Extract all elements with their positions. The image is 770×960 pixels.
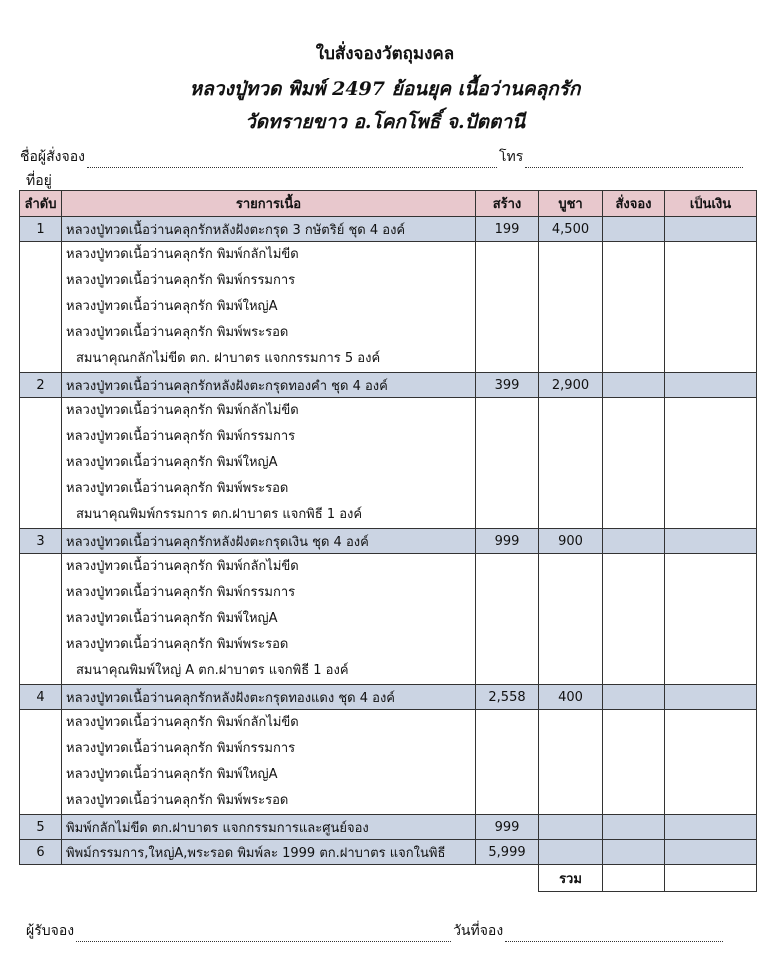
- table-row: [20, 840, 757, 865]
- row-no: 2: [20, 373, 62, 398]
- row-item: พิพม์กรรมการ,ใหญ่A,พระรอด พิมพ์ละ 1999 ตก.ฝาบาตร แจกในพิธี: [62, 840, 476, 865]
- row-made: 199: [476, 217, 539, 242]
- row-amount-cell[interactable]: [665, 840, 757, 865]
- detail-item: หลวงปู่ทวดเนื้อว่านคลุกรัก พิมพ์กลักไม่ขีด: [66, 247, 299, 262]
- row-no: 6: [20, 840, 62, 865]
- detail-item: หลวงปู่ทวดเนื้อว่านคลุกรัก พิมพ์กรรมการ: [66, 741, 296, 756]
- detail-empty-cell: [476, 398, 539, 529]
- detail-no-cell: [20, 242, 62, 373]
- detail-empty-cell: [476, 242, 539, 373]
- detail-list: [62, 710, 476, 815]
- detail-item: หลวงปู่ทวดเนื้อว่านคลุกรัก พิมพ์ใหญ่A: [66, 455, 278, 470]
- order-table: [19, 190, 757, 892]
- address-label: ที่อยู่: [26, 173, 52, 189]
- detail-empty-cell[interactable]: [665, 242, 757, 373]
- table-row: [20, 685, 757, 710]
- detail-item: หลวงปู่ทวดเนื้อว่านคลุกรัก พิมพ์กรรมการ: [66, 429, 296, 444]
- row-made: 5,999: [476, 840, 539, 865]
- total-label: รวม: [539, 865, 603, 892]
- row-amount-cell[interactable]: [665, 529, 757, 554]
- row-item: หลวงปู่ทวดเนื้อว่านคลุกรักหลังฝังตะกรุดเงิน ชุด 4 องค์: [62, 529, 476, 554]
- row-made: 999: [476, 529, 539, 554]
- detail-empty-cell[interactable]: [665, 710, 757, 815]
- row-price: 900: [539, 529, 603, 554]
- name-phone-line: [20, 146, 745, 168]
- detail-empty-cell: [539, 554, 603, 685]
- detail-note: สมนาคุณพิมพ์ใหญ่ A ตก.ฝาบาตร แจกพิธี 1 องค์: [76, 663, 349, 678]
- name-field[interactable]: [87, 155, 497, 168]
- row-item: หลวงปู่ทวดเนื้อว่านคลุกรักหลังฝังตะกรุดทองแดง ชุด 4 องค์: [62, 685, 476, 710]
- col-header-made: สร้าง: [476, 191, 539, 217]
- detail-no-cell: [20, 710, 62, 815]
- detail-item: หลวงปู่ทวดเนื้อว่านคลุกรัก พิมพ์พระรอด: [66, 325, 289, 340]
- row-price: 2,900: [539, 373, 603, 398]
- detail-item: หลวงปู่ทวดเนื้อว่านคลุกรัก พิมพ์ใหญ่A: [66, 611, 278, 626]
- row-order-cell[interactable]: [603, 685, 665, 710]
- detail-note: สมนาคุณกลักไม่ขีด ตก. ฝาบาตร แจกกรรมการ 5 องค์: [76, 351, 381, 366]
- col-header-amount: เป็นเงิน: [665, 191, 757, 217]
- date-label: วันที่จอง: [453, 923, 504, 939]
- row-item: หลวงปู่ทวดเนื้อว่านคลุกรักหลังฝังตะกรุดทองคำ ชุด 4 องค์: [62, 373, 476, 398]
- row-made: 399: [476, 373, 539, 398]
- phone-label: โทร: [498, 149, 524, 165]
- detail-empty-cell: [476, 710, 539, 815]
- detail-empty-cell: [539, 398, 603, 529]
- row-made: 999: [476, 815, 539, 840]
- detail-no-cell: [20, 554, 62, 685]
- phone-field[interactable]: [525, 155, 743, 168]
- row-order-cell[interactable]: [603, 815, 665, 840]
- row-amount-cell[interactable]: [665, 217, 757, 242]
- row-amount-cell[interactable]: [665, 815, 757, 840]
- detail-empty-cell: [539, 710, 603, 815]
- detail-list: [62, 398, 476, 529]
- detail-row: [20, 710, 757, 815]
- table-row: [20, 529, 757, 554]
- total-blank: [20, 865, 539, 892]
- detail-empty-cell[interactable]: [603, 554, 665, 685]
- detail-item: หลวงปู่ทวดเนื้อว่านคลุกรัก พิมพ์กลักไม่ขีด: [66, 715, 299, 730]
- detail-empty-cell[interactable]: [603, 710, 665, 815]
- detail-item: หลวงปู่ทวดเนื้อว่านคลุกรัก พิมพ์กรรมการ: [66, 585, 296, 600]
- total-order-cell[interactable]: [603, 865, 665, 892]
- detail-empty-cell[interactable]: [665, 554, 757, 685]
- row-made: 2,558: [476, 685, 539, 710]
- col-header-price: บูชา: [539, 191, 603, 217]
- detail-row: [20, 554, 757, 685]
- detail-empty-cell: [539, 242, 603, 373]
- row-order-cell[interactable]: [603, 217, 665, 242]
- row-amount-cell[interactable]: [665, 685, 757, 710]
- table-row: [20, 815, 757, 840]
- receiver-label: ผู้รับจอง: [26, 923, 75, 939]
- detail-item: หลวงปู่ทวดเนื้อว่านคลุกรัก พิมพ์ใหญ่A: [66, 767, 278, 782]
- detail-item: หลวงปู่ทวดเนื้อว่านคลุกรัก พิมพ์กรรมการ: [66, 273, 296, 288]
- detail-item: หลวงปู่ทวดเนื้อว่านคลุกรัก พิมพ์กลักไม่ขีด: [66, 403, 299, 418]
- row-price: 4,500: [539, 217, 603, 242]
- row-price: 400: [539, 685, 603, 710]
- address-line: [26, 170, 736, 192]
- col-header-order: สั่งจอง: [603, 191, 665, 217]
- date-field[interactable]: [505, 929, 723, 942]
- row-no: 3: [20, 529, 62, 554]
- row-no: 5: [20, 815, 62, 840]
- detail-item: หลวงปู่ทวดเนื้อว่านคลุกรัก พิมพ์พระรอด: [66, 637, 289, 652]
- row-item: พิมพ์กลักไม่ขีด ตก.ฝาบาตร แจกกรรมการและศูนย์จอง: [62, 815, 476, 840]
- detail-row: [20, 398, 757, 529]
- detail-empty-cell[interactable]: [603, 398, 665, 529]
- row-amount-cell[interactable]: [665, 373, 757, 398]
- detail-empty-cell[interactable]: [665, 398, 757, 529]
- name-label: ชื่อผู้สั่งจอง: [20, 149, 85, 165]
- row-no: 1: [20, 217, 62, 242]
- detail-note: สมนาคุณพิมพ์กรรมการ ตก.ฝาบาตร แจกพิธี 1 องค์: [76, 507, 363, 522]
- col-header-no: ลำดับ: [20, 191, 62, 217]
- col-header-item: รายการเนื้อ: [62, 191, 476, 217]
- table-row: [20, 373, 757, 398]
- detail-item: หลวงปู่ทวดเนื้อว่านคลุกรัก พิมพ์พระรอด: [66, 793, 289, 808]
- detail-empty-cell[interactable]: [603, 242, 665, 373]
- table-row: [20, 217, 757, 242]
- detail-empty-cell: [476, 554, 539, 685]
- total-amount-cell[interactable]: [665, 865, 757, 892]
- total-row: [20, 865, 757, 892]
- form-title: ใบสั่งจองวัตถุมงคล: [315, 44, 455, 64]
- form-subtitle-amulet: หลวงปู่ทวด พิมพ์ 2497 ย้อนยุค เนื้อว่านคลุกรัก: [189, 78, 581, 100]
- form-subtitle-temple: วัดทรายขาว อ.โคกโพธิ์ จ.ปัตตานี: [244, 111, 525, 133]
- detail-list: [62, 242, 476, 373]
- row-order-cell[interactable]: [603, 529, 665, 554]
- row-price: [539, 815, 603, 840]
- row-no: 4: [20, 685, 62, 710]
- receiver-field[interactable]: [76, 929, 451, 942]
- detail-row: [20, 242, 757, 373]
- detail-item: หลวงปู่ทวดเนื้อว่านคลุกรัก พิมพ์ใหญ่A: [66, 299, 278, 314]
- detail-item: หลวงปู่ทวดเนื้อว่านคลุกรัก พิมพ์พระรอด: [66, 481, 289, 496]
- row-order-cell[interactable]: [603, 840, 665, 865]
- row-item: หลวงปู่ทวดเนื้อว่านคลุกรักหลังฝังตะกรุด 3 กษัตริย์ ชุด 4 องค์: [62, 217, 476, 242]
- table-header-row: [20, 191, 757, 217]
- row-order-cell[interactable]: [603, 373, 665, 398]
- detail-no-cell: [20, 398, 62, 529]
- detail-list: [62, 554, 476, 685]
- detail-item: หลวงปู่ทวดเนื้อว่านคลุกรัก พิมพ์กลักไม่ขีด: [66, 559, 299, 574]
- row-price: [539, 840, 603, 865]
- footer-line: [26, 920, 725, 942]
